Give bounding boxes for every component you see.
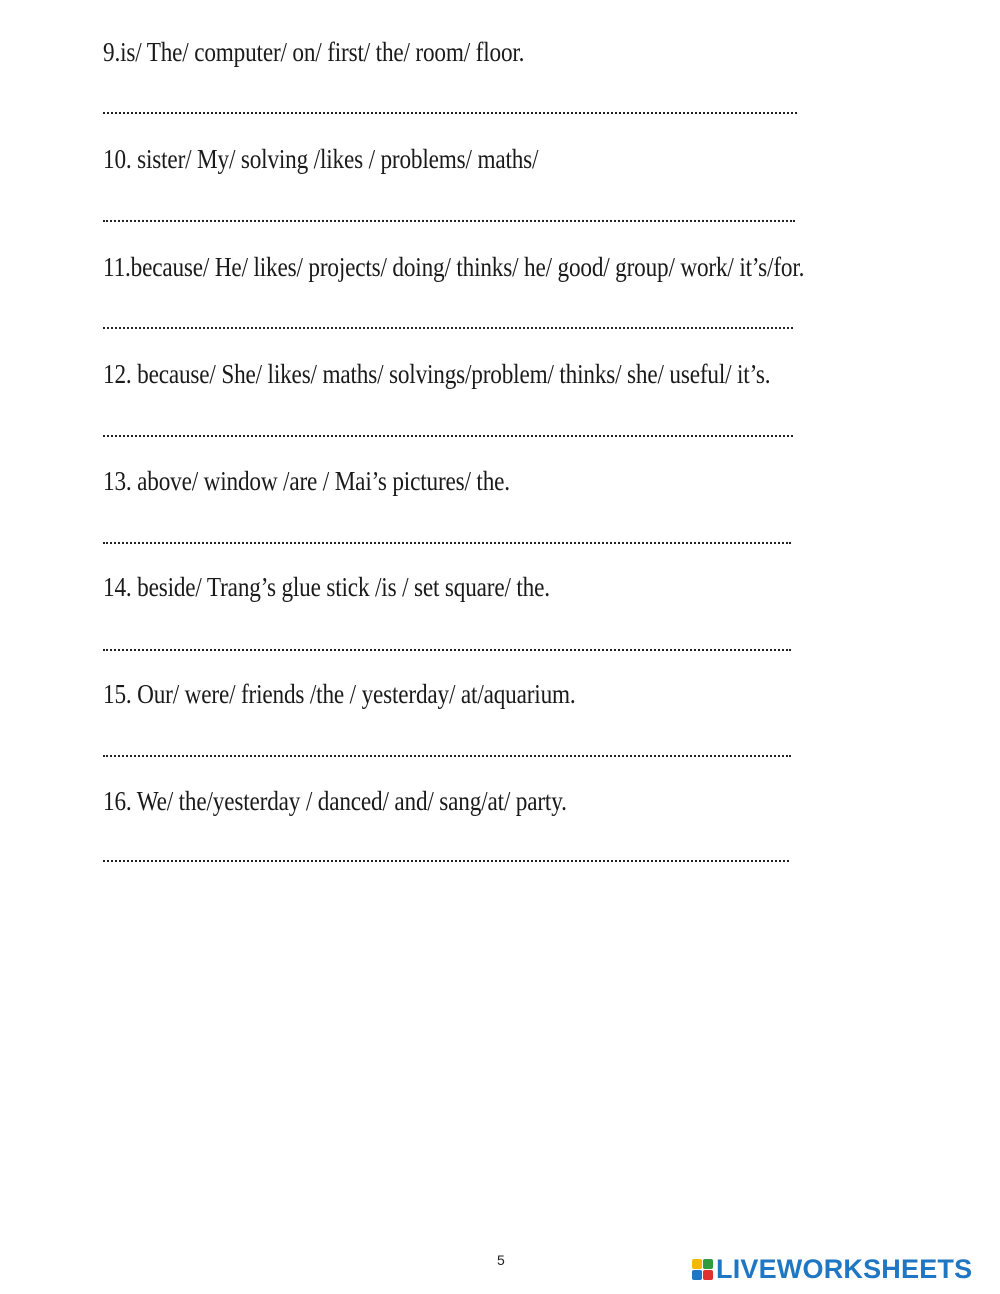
logo-square-4 <box>703 1270 713 1280</box>
question-9: 9.is/ The/ computer/ on/ first/ the/ room/ floor. <box>103 37 525 67</box>
question-13: 13. above/ window /are / Mai’s pictures/ the. <box>103 466 510 496</box>
answer-line-15[interactable] <box>103 755 791 757</box>
answer-line-10[interactable] <box>103 220 795 222</box>
answer-line-14[interactable] <box>103 649 791 651</box>
question-16: 16. We/ the/yesterday / danced/ and/ sang/at/ party. <box>103 786 567 816</box>
question-10: 10. sister/ My/ solving /likes / problems/ maths/ <box>103 144 539 174</box>
logo-square-3 <box>692 1270 702 1280</box>
answer-line-11[interactable] <box>103 327 793 329</box>
answer-line-9[interactable] <box>103 112 797 114</box>
answer-line-16[interactable] <box>103 860 789 862</box>
answer-line-13[interactable] <box>103 542 791 544</box>
brand-name: LIVEWORKSHEETS <box>716 1254 973 1284</box>
question-14: 14. beside/ Trang’s glue stick /is / set square/ the. <box>103 572 550 602</box>
liveworksheets-logo-icon <box>692 1259 713 1280</box>
logo-square-1 <box>692 1259 702 1269</box>
answer-line-12[interactable] <box>103 435 793 437</box>
logo-square-2 <box>703 1259 713 1269</box>
question-12: 12. because/ She/ likes/ maths/ solvings/problem/ thinks/ she/ useful/ it’s. <box>103 359 771 389</box>
brand-footer[interactable] <box>692 1254 972 1284</box>
question-11: 11.because/ He/ likes/ projects/ doing/ thinks/ he/ good/ group/ work/ it’s/for. <box>103 252 805 282</box>
page-number: 5 <box>497 1252 505 1268</box>
question-15: 15. Our/ were/ friends /the / yesterday/ at/aquarium. <box>103 679 576 709</box>
